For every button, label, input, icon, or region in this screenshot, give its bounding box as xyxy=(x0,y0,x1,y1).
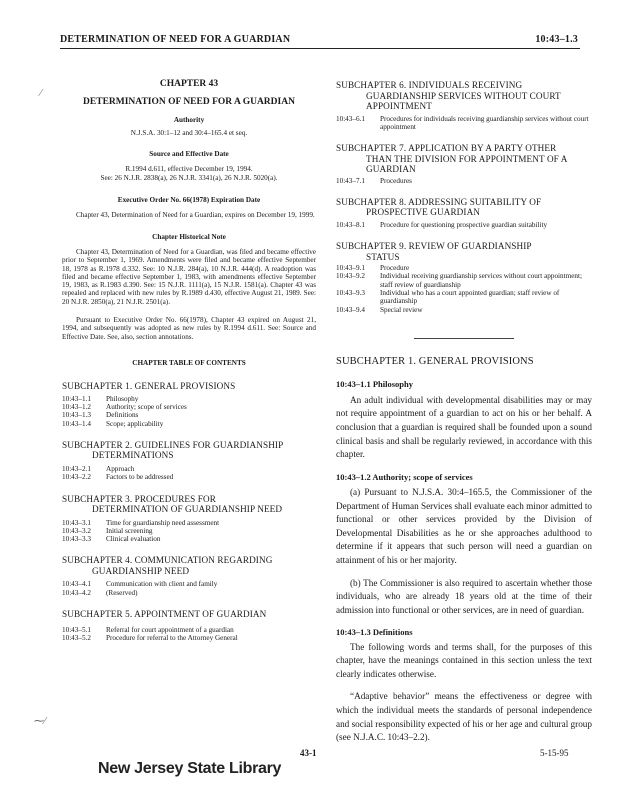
library-stamp: New Jersey State Library xyxy=(98,760,282,777)
toc-entry[interactable]: 10:43–3.2 Initial screening xyxy=(62,526,153,535)
toc-entry[interactable]: 10:43–4.1 Communication with client and family xyxy=(62,580,218,589)
section-divider xyxy=(414,338,514,339)
authority-text: N.J.S.A. 30:1–12 and 30:4–165.4 et seq. xyxy=(130,128,248,137)
source-label: Source and Effective Date xyxy=(149,150,229,159)
toc-subchapter-heading: SUBCHAPTER 8. ADDRESSING SUITABILITY OF xyxy=(336,196,542,207)
toc-subchapter-heading: THAN THE DIVISION FOR APPOINTMENT OF A xyxy=(366,153,568,164)
toc-list xyxy=(62,395,316,428)
toc-subchapter-heading: STATUS xyxy=(366,251,400,262)
toc-subchapter-heading: SUBCHAPTER 3. PROCEDURES FOR xyxy=(62,493,216,504)
toc-list xyxy=(62,580,316,597)
toc-subchapter-heading: SUBCHAPTER 1. GENERAL PROVISIONS xyxy=(62,381,236,392)
running-header xyxy=(60,34,578,45)
toc-entry[interactable]: 10:43–2.2 Factors to be addressed xyxy=(62,473,174,482)
exec-order-label: Executive Order No. 66(1978) Expiration Date xyxy=(117,196,261,205)
header-section: 10:43–1.3 xyxy=(535,34,578,45)
source-line: See: 26 N.J.R. 2838(a), 26 N.J.R. 3341(a), 26 N.J.R. 5020(a). xyxy=(100,173,278,182)
chapter-number: CHAPTER 43 xyxy=(159,79,219,89)
toc-entry[interactable]: 10:43–1.1 Philosophy xyxy=(62,394,139,403)
header-title: DETERMINATION OF NEED FOR A GUARDIAN xyxy=(60,34,291,45)
toc-entry[interactable]: 10:43–5.2 Procedure for referral to the Attorney General xyxy=(62,633,238,642)
toc-list xyxy=(62,519,316,544)
toc-list xyxy=(62,465,316,482)
history-paragraph: Chapter 43, Determination of Need for a Guardian, was filed and became effective prior to September 1, 1969. Amendments were filed and became effective September 18, 1978 as R.1978 d.332. See: 10 N.J.R. 284(a), 10 N.J.R. 444(d). A readoption was filed and became effective September 1, 1983, with amendments effective September 19, 1983, as R.1983 d.390. See: 15 N.J.R. 1111(a), 15 N.J.R. 1581(a). Chapter 43 was repealed and replaced with new rules by R.1989 d.430, effective August 21, 1989. See: 20 N.J.R. 2850(a), 21 N.J.R. 2501(a). xyxy=(62,247,316,306)
section-text: (b) The Commissioner is also required to ascertain whether those individuals, who are already 18 years old at the time of their admission into functional or other services, are in need of guardian. xyxy=(336,577,592,615)
subchapter-heading: SUBCHAPTER 1. GENERAL PROVISIONS xyxy=(336,355,534,367)
toc-subchapter-heading: DETERMINATION OF GUARDIANSHIP NEED xyxy=(92,504,283,515)
exec-order-text: Chapter 43, Determination of Need for a Guardian, expires on December 19, 1999. xyxy=(76,211,315,220)
toc-entry[interactable]: 10:43–9.4 Special review xyxy=(336,305,423,314)
toc-entry[interactable]: 10:43–1.4 Scope; applicability xyxy=(62,419,164,428)
toc-subchapter-heading: SUBCHAPTER 5. APPOINTMENT OF GUARDIAN xyxy=(62,609,267,619)
toc-subchapter-heading: SUBCHAPTER 2. GUIDELINES FOR GUARDIANSHIP xyxy=(62,439,284,450)
toc-subchapter-heading: PROSPECTIVE GUARDIAN xyxy=(366,207,481,218)
right-column xyxy=(336,80,592,745)
history-label: Chapter Historical Note xyxy=(152,232,226,241)
section-heading: 10:43–1.1 Philosophy xyxy=(336,379,413,390)
toc-subchapter-heading: GUARDIANSHIP SERVICES WITHOUT COURT xyxy=(366,90,561,101)
authority-label: Authority xyxy=(173,115,205,124)
section-text: (a) Pursuant to N.J.S.A. 30:4–165.5, the Commissioner of the Department of Human Services shall evaluate each minor admitted to functional or other services provided by the Division of Developmental Disabilities as he or she approaches adulthood to determine if it appears that such person will need a guardian on attainment of his or her majority. xyxy=(336,487,592,565)
toc-list xyxy=(336,264,592,314)
history-paragraph: Pursuant to Executive Order No. 66(1978), Chapter 43 expired on August 21, 1994, and subsequently was adopted as new rules by R.1994 d.611. See: Source and Effective Date. See, also, section annotations. xyxy=(62,316,316,341)
toc-label: CHAPTER TABLE OF CONTENTS xyxy=(132,358,246,367)
source-line: R.1994 d.611, effective December 19, 1994. xyxy=(125,165,253,174)
header-rule xyxy=(60,48,580,49)
toc-subchapter-heading: DETERMINATIONS xyxy=(92,450,174,461)
toc-entry[interactable]: 10:43–8.1 Procedure for questioning prospective guardian suitability xyxy=(336,220,548,229)
section-heading: 10:43–1.2 Authority; scope of services xyxy=(336,471,473,482)
definition-text: “Adaptive behavior” means the effectiveness or degree with which the individual meets the standards of personal independence and social responsibility expected of his or her age and cultural group (see N.J.A.C. 10:43–2.2). xyxy=(336,691,592,743)
toc-subchapter-heading: SUBCHAPTER 4. COMMUNICATION REGARDING xyxy=(62,555,273,566)
toc-entry[interactable]: 10:43–1.2 Authority; scope of services xyxy=(62,403,187,412)
revision-date: 5-15-95 xyxy=(540,748,569,758)
toc-entry[interactable]: 10:43–3.1 Time for guardianship need assessment xyxy=(62,518,220,527)
toc-entry[interactable]: 10:43–3.3 Clinical evaluation xyxy=(62,535,161,544)
page-number: 43-1 xyxy=(300,748,317,758)
toc-subchapter-heading: APPOINTMENT xyxy=(366,101,432,111)
toc-subchapter-heading: GUARDIAN xyxy=(366,164,416,175)
toc-subchapter-heading: SUBCHAPTER 7. APPLICATION BY A PARTY OTHER xyxy=(336,143,557,154)
toc-entry[interactable]: 10:43–9.3 Individual who has a court appointed guardian; staff review of guardianship xyxy=(336,289,560,306)
section-text: The following words and terms shall, for the purposes of this chapter, have the meanings contained in this section unless the text clearly indicates otherwise. xyxy=(336,641,592,679)
margin-mark: ⁄ xyxy=(40,88,42,99)
toc-entry[interactable]: 10:43–1.3 Definitions xyxy=(62,411,139,420)
toc-entry[interactable]: 10:43–5.1 Referral for court appointment of a guardian xyxy=(62,625,234,634)
toc-entry[interactable]: 10:43–9.2 Individual receiving guardianship services without court appointment; staff review of guardianship xyxy=(336,272,582,289)
toc-entry[interactable]: 10:43–2.1 Approach xyxy=(62,464,135,473)
toc-entry[interactable]: 10:43–4.2 (Reserved) xyxy=(62,588,138,597)
chapter-title: DETERMINATION OF NEED FOR A GUARDIAN xyxy=(83,97,295,108)
toc-subchapter-heading: SUBCHAPTER 6. INDIVIDUALS RECEIVING xyxy=(336,80,523,90)
section-text: An adult individual with developmental disabilities may or may not require appointment of a guardian to act on his or her behalf. A conclusion that a guardian is required shall be founded upon a sound clinical basis and shall be regularly reviewed, in accordance with this chapter. xyxy=(336,394,592,460)
toc-entry[interactable]: 10:43–7.1 Procedures xyxy=(336,176,412,185)
margin-mark: ⁓⁄ xyxy=(34,716,46,727)
toc-list xyxy=(62,626,316,643)
toc-entry[interactable]: 10:43–6.1 Procedures for individuals receiving guardianship services without court appointment xyxy=(336,114,589,131)
section-heading: 10:43–1.3 Definitions xyxy=(336,627,413,638)
toc-subchapter-heading: SUBCHAPTER 9. REVIEW OF GUARDIANSHIP xyxy=(336,241,532,252)
left-column xyxy=(62,80,316,642)
toc-entry[interactable]: 10:43–9.1 Procedure xyxy=(336,264,410,273)
toc-subchapter-heading: GUARDIANSHIP NEED xyxy=(92,565,190,576)
